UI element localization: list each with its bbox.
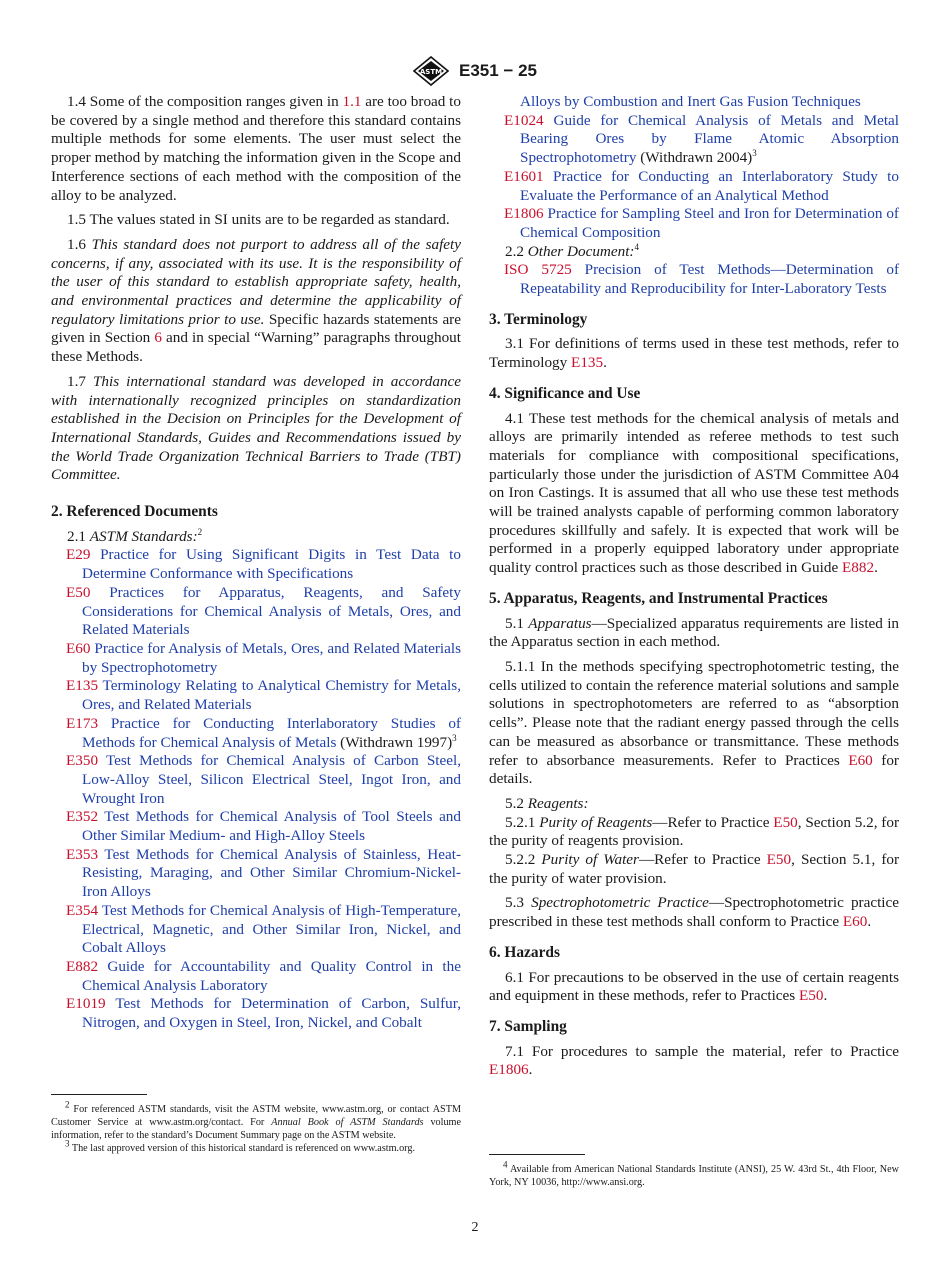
reference-item[interactable]: E29 Practice for Using Significant Digits in Test Data to Determine Conformance with Specifications [66, 546, 461, 583]
section-heading: 7. Sampling [489, 1017, 567, 1035]
section-link[interactable]: 1.1 [342, 93, 362, 110]
reference-link[interactable]: E50 [773, 813, 798, 831]
reference-item[interactable]: E1806 Practice for Sampling Steel and Iron for Determination of Chemical Composition [504, 205, 899, 241]
para-5-2-2: 5.2.2 Purity of Water—Refer to Practice E50, Section 5.1, for the purity of water provision. [489, 851, 900, 887]
footnote-3: $^3$ The last approved version of this historical standard is referenced on www.astm.org. [65, 1138, 416, 1154]
para-1-5: 1.5 The values stated in SI units are to be regarded as standard. [67, 211, 450, 229]
reference-item-continued[interactable]: Alloys by Combustion and Inert Gas Fusion Techniques [520, 93, 861, 110]
footnote-4: $^4$ Available from American National Standards Institute (ANSI), 25 W. 43rd St., 4th Floor, New York, NY 10036, http://www.ansi.org. [489, 1159, 899, 1188]
section-heading: 6. Hazards [489, 943, 560, 961]
reference-item[interactable]: E350 Test Methods for Chemical Analysis of Carbon Steel, Low-Alloy Steel, Silicon Electrical Steel, Ingot Iron, and Wrought Iron [66, 752, 461, 807]
reference-item[interactable]: E135 Terminology Relating to Analytical Chemistry for Metals, Ores, and Related Materials [66, 677, 461, 714]
svg-text:ASTM: ASTM [419, 68, 443, 76]
reference-item[interactable]: E50 Practices for Apparatus, Reagents, and Safety Considerations for Chemical Analysis of Metals, Ores, and Related Materials [66, 583, 461, 639]
reference-link[interactable]: E135 [571, 354, 604, 372]
para-3-1: 3.1 For definitions of terms used in these test methods, refer to Terminology E135. [489, 335, 899, 372]
para-7-1: 7.1 For procedures to sample the material, refer to Practice E1806. [489, 1042, 899, 1079]
para-2-1: 2.1 ASTM Standards:$^2$ [67, 526, 203, 545]
standard-designation: E351 − 25 [459, 61, 537, 80]
reference-item[interactable]: E354 Test Methods for Chemical Analysis of High-Temperature, Electrical, Magnetic, and Other Similar Iron, Nickel, and Cobalt Alloys [66, 901, 461, 957]
section-heading: 5. Apparatus, Reagents, and Instrumental Practices [489, 589, 828, 607]
reference-link[interactable]: E882 [842, 559, 875, 577]
page-header [0, 56, 950, 86]
reference-item[interactable]: E1019 Test Methods for Determination of Carbon, Sulfur, Nitrogen, and Oxygen in Steel, Iron, Nickel, and Cobalt [66, 995, 461, 1032]
section-link[interactable]: 6 [154, 329, 162, 347]
right-column [489, 93, 899, 1086]
reference-link[interactable]: E50 [798, 987, 824, 1005]
reference-item[interactable]: E882 Guide for Accountability and Quality Control in the Chemical Analysis Laboratory [66, 957, 461, 994]
right-footnotes [489, 1154, 899, 1189]
reference-item[interactable]: E1024 Guide for Chemical Analysis of Metals and Metal Bearing Ores by Flame Atomic Absorption Spectrophotometry (Withdrawn 2004)$^3$ [504, 111, 899, 167]
para-6-1: 6.1 For precautions to be observed in the use of certain reagents and equipment in these methods, refer to Practices E50. [489, 968, 899, 1005]
footnote-rule [489, 1154, 585, 1155]
footnote-rule [51, 1094, 147, 1095]
para-5-2-1: 5.2.1 Purity of Reagents—Refer to Practice E50, Section 5.2, for the purity of reagents provision. [489, 813, 900, 850]
section-heading: 2. Referenced Documents [51, 503, 218, 521]
para-4-1: 4.1 These test methods for the chemical analysis of metals and alloys are primarily intended as referee methods to test such materials for compliance with compositional specifications, particularly those under the jurisdiction of ASTM Committee A04 on Iron Castings. It is assumed that all who use these test methods will be trained analysts capable of performing common laboratory procedures skillfully and safely. It is expected that work will be performed in a properly equipped laboratory under appropriate quality control practices such as those described in Guide E882. [489, 409, 899, 577]
reference-item[interactable]: E1601 Practice for Conducting an Interlaboratory Study to Evaluate the Performance of an Analytical Method [504, 167, 899, 204]
left-column [51, 93, 461, 1033]
para-5-1: 5.1 Apparatus—Specialized apparatus requirements are listed in the Apparatus section in each method. [489, 614, 900, 651]
page-number: 2 [471, 1220, 479, 1235]
para-2-2: 2.2 Other Document:$^4$ [505, 241, 639, 260]
left-footnotes [51, 1094, 461, 1155]
section-heading: 3. Terminology [489, 310, 588, 328]
reference-item[interactable]: E352 Test Methods for Chemical Analysis of Tool Steels and Other Similar Medium- and High-Alloy Steels [66, 808, 461, 845]
section-heading: 4. Significance and Use [489, 384, 641, 402]
para-1-7: 1.7 This international standard was developed in accordance with internationally recognized principles on standardization established in the Decision on Principles for the Development of International Standards, Guides and Recommendations issued by the World Trade Organization Technical Barriers to Trade (TBT) Committee. [51, 372, 462, 484]
astm-logo-icon [413, 56, 449, 86]
reference-list [51, 546, 461, 1032]
reference-link[interactable]: E60 [842, 913, 868, 931]
reference-link[interactable]: E50 [766, 851, 792, 869]
para-1-4: 1.4 Some of the composition ranges given in 1.1 are too broad to be covered by a single method and therefore this standard contains multiple methods for some elements. The user must select the proper method by matching the information given in the Scope and Interference sections of each method with the composition of the alloy to be analyzed. [51, 93, 461, 204]
reference-item[interactable]: E173 Practice for Conducting Interlaboratory Studies of Methods for Chemical Analysis of Metals (Withdrawn 1997)$^3$ [66, 714, 461, 751]
para-5-1-1: 5.1.1 In the methods specifying spectrophotometric testing, the cells utilized to contain the reference material solutions and sample solutions in spectrophotometers are referred to as “absorption cells”. Please note that the radiant energy passed through the cells can be measured as absorbance or transmittance. These methods refer to absorbance measurements. Refer to Practices E60 for details. [489, 657, 899, 788]
reference-item[interactable]: E353 Test Methods for Chemical Analysis of Stainless, Heat-Resisting, Maraging, and Other Similar Chromium-Nickel-Iron Alloys [66, 845, 461, 901]
para-1-6: 1.6 This standard does not purport to address all of the safety concerns, if any, associated with its use. It is the responsibility of the user of this standard to establish appropriate safety, health, and environmental practices and determine the applicability of regulatory limitations prior to use. Specific hazards statements are given in Section 6 and in special “Warning” paragraphs throughout these Methods. [51, 235, 462, 366]
reference-link[interactable]: E1806 [489, 1061, 529, 1079]
reference-link[interactable]: E60 [848, 751, 873, 769]
para-5-3: 5.3 Spectrophotometric Practice—Spectrophotometric practice prescribed in these test methods shall conform to Practice E60. [489, 894, 900, 931]
para-5-2: 5.2 Reagents: [505, 794, 589, 812]
reference-item-iso[interactable]: ISO 5725 Precision of Test Methods—Determination of Repeatability and Reproducibility for Inter-Laboratory Tests [504, 261, 899, 298]
reference-item[interactable]: E60 Practice for Analysis of Metals, Ores, and Related Materials by Spectrophotometry [66, 639, 461, 676]
footnote-2: $^2$ For referenced ASTM standards, visit the ASTM website, www.astm.org, or contact ASTM Customer Service at www.astm.org/contact. For Annual Book of ASTM Standards volume information, refer to the standard’s Document Summary page on the ASTM website. [51, 1099, 462, 1141]
